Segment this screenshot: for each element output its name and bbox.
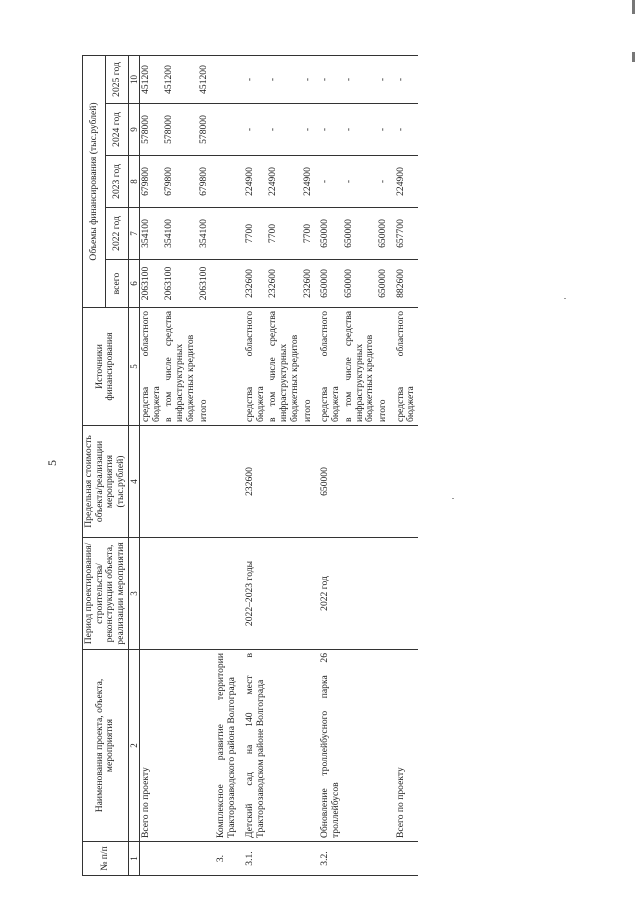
volume-2023: 224900 <box>390 156 418 208</box>
volume-2023: 224900 <box>239 156 267 208</box>
column-number: 3 <box>128 538 139 650</box>
project-name <box>267 650 301 842</box>
volume-2023 <box>210 156 238 208</box>
funding-source: средства областного бюджета <box>239 308 267 426</box>
table-row <box>267 56 301 876</box>
volume-2022: 650000 <box>377 208 390 260</box>
volume-2025: - <box>343 56 377 104</box>
period <box>390 538 418 650</box>
table-row <box>377 56 390 876</box>
scan-edge-mark <box>632 52 635 62</box>
table-row <box>140 56 164 876</box>
cost-limit <box>140 426 164 538</box>
volume-2025: 451200 <box>163 56 197 104</box>
volume-2023: - <box>343 156 377 208</box>
project-name: Всего по проекту <box>140 650 164 842</box>
volume-2023: 224900 <box>267 156 301 208</box>
volume-2025: - <box>314 56 342 104</box>
funding-source <box>210 308 238 426</box>
period: 2022 год <box>314 538 342 650</box>
cost-limit <box>210 426 238 538</box>
volume-2024: - <box>302 104 315 156</box>
table-row <box>210 56 238 876</box>
project-name: Всего по проекту <box>390 650 418 842</box>
row-number <box>390 842 418 876</box>
funding-source: итого <box>302 308 315 426</box>
volume-2024: - <box>314 104 342 156</box>
volume-2025: 451200 <box>198 56 211 104</box>
funding-source: итого <box>377 308 390 426</box>
row-number <box>140 842 164 876</box>
period <box>302 538 315 650</box>
row-number <box>198 842 211 876</box>
project-name <box>377 650 390 842</box>
cost-limit <box>302 426 315 538</box>
volume-2025: - <box>377 56 390 104</box>
header-total: всего <box>105 260 128 308</box>
volume-2024: - <box>343 104 377 156</box>
cost-limit <box>198 426 211 538</box>
financing-table <box>82 55 418 876</box>
volume-2022: 650000 <box>314 208 342 260</box>
volume-total: 232600 <box>239 260 267 308</box>
column-number: 2 <box>128 650 139 842</box>
table-row <box>343 56 377 876</box>
row-number <box>377 842 390 876</box>
table-row <box>314 56 342 876</box>
cost-limit <box>377 426 390 538</box>
volume-2024: 578000 <box>140 104 164 156</box>
scan-edge-mark <box>632 0 635 14</box>
funding-source: средства областного бюджета <box>140 308 164 426</box>
column-number: 5 <box>128 308 139 426</box>
column-number: 4 <box>128 426 139 538</box>
row-number <box>267 842 301 876</box>
row-number: 3. <box>210 842 238 876</box>
funding-source: в том числе средства инфраструктурных бюджетных кредитов <box>163 308 197 426</box>
cost-limit <box>343 426 377 538</box>
header-cost: Предельная стоимость объекта/реализации мероприятия (тыс.рублей) <box>83 426 129 538</box>
header-num: № п/п <box>83 842 129 876</box>
volume-2024: - <box>377 104 390 156</box>
cost-limit: 650000 <box>314 426 342 538</box>
period <box>198 538 211 650</box>
volume-2022: 657700 <box>390 208 418 260</box>
volume-total: 650000 <box>377 260 390 308</box>
volume-2023: 679800 <box>163 156 197 208</box>
column-number: 7 <box>128 208 139 260</box>
row-number <box>343 842 377 876</box>
header-year-2024: 2024 год <box>105 104 128 156</box>
row-number: 3.2. <box>314 842 342 876</box>
volume-2023: 224900 <box>302 156 315 208</box>
volume-2024: - <box>267 104 301 156</box>
volume-total: 650000 <box>343 260 377 308</box>
project-name: Комплексное развитие территории Тракторозаводского района Волгограда <box>210 650 238 842</box>
volume-total: 2063100 <box>163 260 197 308</box>
volume-2022: 7700 <box>267 208 301 260</box>
period <box>210 538 238 650</box>
volume-2024: 578000 <box>163 104 197 156</box>
volume-total: 2063100 <box>198 260 211 308</box>
volume-2025: - <box>302 56 315 104</box>
page-number: 5 <box>45 460 59 466</box>
volume-total: 650000 <box>314 260 342 308</box>
scan-dot <box>452 498 454 499</box>
header-name: Наименования проекта, объекта, мероприятия <box>83 650 129 842</box>
volume-2025: - <box>239 56 267 104</box>
volume-2025: - <box>390 56 418 104</box>
row-number <box>163 842 197 876</box>
funding-source: в том числе средства инфраструктурных бюджетных кредитов <box>267 308 301 426</box>
column-number: 10 <box>128 56 139 104</box>
funding-source: в том числе средства инфраструктурных бюджетных кредитов <box>343 308 377 426</box>
volume-total <box>210 260 238 308</box>
volume-total: 232600 <box>267 260 301 308</box>
funding-source: итого <box>198 308 211 426</box>
column-number: 8 <box>128 156 139 208</box>
volume-2022: 354100 <box>198 208 211 260</box>
header-year-2022: 2022 год <box>105 208 128 260</box>
volume-total: 2063100 <box>140 260 164 308</box>
row-number: 3.1. <box>239 842 267 876</box>
volume-2023: - <box>314 156 342 208</box>
volume-2023: 679800 <box>198 156 211 208</box>
project-name <box>198 650 211 842</box>
volume-2022 <box>210 208 238 260</box>
volume-2022: 650000 <box>343 208 377 260</box>
table-row <box>390 56 418 876</box>
volume-2025: - <box>267 56 301 104</box>
period <box>377 538 390 650</box>
project-name: Обновление троллейбусного парка 26 троллейбусов <box>314 650 342 842</box>
volume-2024: - <box>390 104 418 156</box>
volume-2024: - <box>239 104 267 156</box>
funding-source: средства областного бюджета <box>390 308 418 426</box>
volume-2022: 7700 <box>239 208 267 260</box>
funding-source: средства областного бюджета <box>314 308 342 426</box>
cost-limit: 232600 <box>239 426 267 538</box>
volume-total: 882600 <box>390 260 418 308</box>
volume-2022: 354100 <box>163 208 197 260</box>
header-year-2025: 2025 год <box>105 56 128 104</box>
period <box>140 538 164 650</box>
header-volumes: Объемы финансирования (тыс.рублей) <box>83 56 106 308</box>
period <box>163 538 197 650</box>
cost-limit <box>267 426 301 538</box>
column-number: 6 <box>128 260 139 308</box>
volume-2022: 7700 <box>302 208 315 260</box>
period: 2022–2023 годы <box>239 538 267 650</box>
column-number: 9 <box>128 104 139 156</box>
period <box>267 538 301 650</box>
period <box>343 538 377 650</box>
table-row <box>198 56 211 876</box>
table-row <box>163 56 197 876</box>
rotated-table-container <box>82 56 640 876</box>
volume-2023: - <box>377 156 390 208</box>
cost-limit <box>390 426 418 538</box>
volume-2022: 354100 <box>140 208 164 260</box>
table-row <box>302 56 315 876</box>
header-source: Источники финансирования <box>83 308 129 426</box>
volume-2024: 578000 <box>198 104 211 156</box>
volume-2025: 451200 <box>140 56 164 104</box>
project-name <box>302 650 315 842</box>
row-number <box>302 842 315 876</box>
table-body <box>140 56 419 876</box>
volume-2023: 679800 <box>140 156 164 208</box>
project-name: Детский сад на 140 мест в Тракторозаводском районе Волгограда <box>239 650 267 842</box>
scan-dot <box>564 298 566 299</box>
header-year-2023: 2023 год <box>105 156 128 208</box>
header-period: Период проектирования/ строительства/ реконструкции объекта, реализации мероприятия <box>83 538 129 650</box>
project-name <box>343 650 377 842</box>
volume-2025 <box>210 56 238 104</box>
project-name <box>163 650 197 842</box>
column-number: 1 <box>128 842 139 876</box>
table-row <box>239 56 267 876</box>
volume-total: 232600 <box>302 260 315 308</box>
cost-limit <box>163 426 197 538</box>
volume-2024 <box>210 104 238 156</box>
